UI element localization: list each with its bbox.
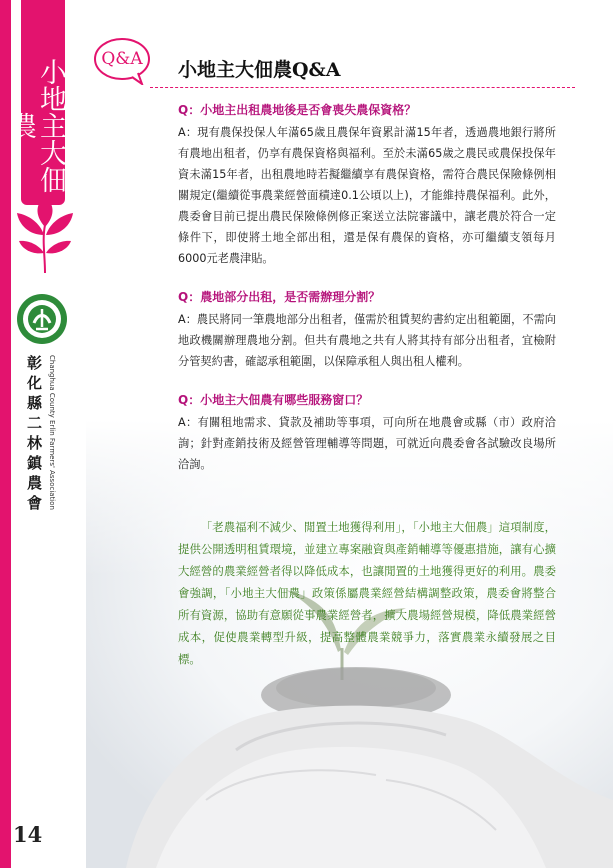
qa-badge-label: Q&A <box>101 49 143 69</box>
flower-icon <box>14 195 76 275</box>
section-title: 小地主大佃農 <box>5 57 66 193</box>
page-number: 14 <box>13 822 43 847</box>
association-logo-icon <box>16 293 68 345</box>
qa-item <box>178 287 556 372</box>
title-divider <box>150 87 575 88</box>
qa-content <box>178 100 556 493</box>
association-name: 彰化縣二林鎮農會 <box>25 355 43 515</box>
answer: A：農民將同一筆農地部分出租者，僅需於租賃契約書約定出租範圍，不需向地政機關辦理農地分割。但共有農地之共有人將其持有部分出租者，宜檢附分管契約書，確認承租範圍，以保障承租人與出租人權利。 <box>178 313 556 368</box>
question: Q：農地部分出租，是否需辦理分割？ <box>178 290 381 304</box>
qa-item <box>178 390 556 475</box>
qa-item <box>178 100 556 269</box>
answer: A：現有農保投保人年滿65歲且農保年資累計滿15年者，透過農地銀行將所有農地出租者，仍享有農保資格與福利。至於未滿65歲之農民或農保投保年資未滿15年者，出租農地時若擬繼續享有農保資格，需符合農民保險條例相關規定(繼續從事農業經營面積達0.1公頃以上)，才能維持農保福利。此外，農委會目前已提出農民保險條例修正案送立法院審議中，讓老農於符合一定條件下，即使將土地全部出租，還是保有農保的資格，亦可繼續支領每月6000元老農津貼。 <box>178 126 556 265</box>
answer: A：有關租地需求、貸款及補助等事項，可向所在地農會或縣（市）政府洽詢；針對產銷技術及經營管理輔導等問題，可就近向農委會各試驗改良場所洽詢。 <box>178 416 556 471</box>
question: Q：小地主大佃農有哪些服務窗口？ <box>178 393 369 407</box>
qa-badge <box>92 35 152 85</box>
page-title: 小地主大佃農Q&A <box>178 59 341 81</box>
sidebar <box>0 0 86 868</box>
summary-paragraph: 「老農福利不減少、閒置土地獲得利用」，「小地主大佃農」這項制度，提供公開透明租賃環境，並建立專案融資與產銷輔導等優惠措施，讓有心擴大經營的農業經營者得以降低成本，也讓閒置的土地獲得更好的利用。農委會強調，「小地主大佃農」政策係屬農業經營結構調整政策，農委會將整合所有資源，協助有意願從事農業經營者，擴大農場經營規模，降低農業經營成本，促使農業轉型升級，提高整體農業競爭力，落實農業永續發展之目標。 <box>178 520 556 666</box>
section-ribbon <box>5 0 66 205</box>
question: Q：小地主出租農地後是否會喪失農保資格？ <box>178 103 417 117</box>
association-name-english: Changhua County Erlin Farmers' Association <box>48 355 56 510</box>
